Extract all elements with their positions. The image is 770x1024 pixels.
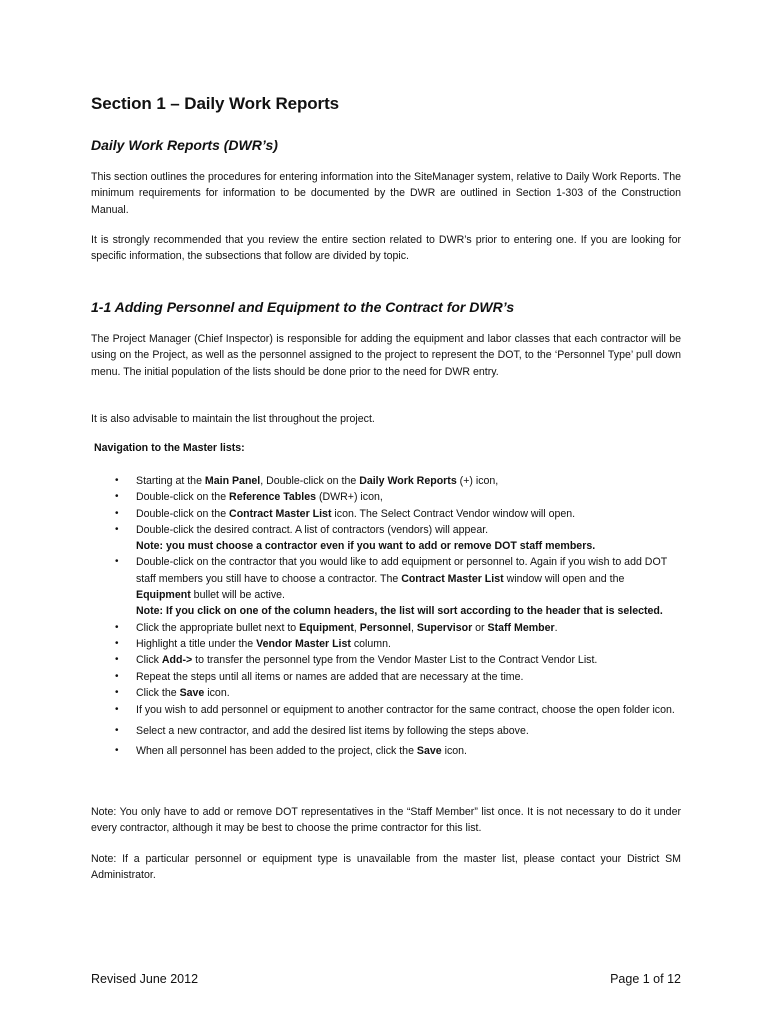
document-page <box>91 0 681 1024</box>
bullet-icon: • <box>115 704 119 716</box>
navigation-heading: Navigation to the Master lists: <box>94 442 245 454</box>
bullet-icon: • <box>115 654 119 666</box>
section-paragraph-2: It is also advisable to maintain the list throughout the project. <box>91 413 375 425</box>
page-title: Section 1 – Daily Work Reports <box>91 94 339 113</box>
list-item: • Highlight a title under the Vendor Master List column. <box>91 636 681 652</box>
footer-revision: Revised June 2012 <box>91 972 199 986</box>
bullet-icon: • <box>115 670 119 682</box>
intro-paragraph-1: This section outlines the procedures for entering information into the SiteManager system, relative to Daily Work Reports. The minimum requirements for information to be documented by the DWR are outlined in Section 1-303 of the Construction Manual. <box>91 171 681 216</box>
bullet-icon: • <box>115 637 119 649</box>
footer-page-number: Page 1 of 12 <box>610 972 681 986</box>
bullet-icon: • <box>115 507 119 519</box>
list-item: • Click the Save icon. <box>91 685 681 701</box>
bullet-icon: • <box>115 523 119 535</box>
bullet-icon: • <box>115 621 119 633</box>
list-item: • Double-click the desired contract. A list of contractors (vendors) will appear. Note: you must choose a contractor even if you want to add or remove DOT staff members. <box>91 522 681 555</box>
note-paragraph-2: Note: If a particular personnel or equipment type is unavailable from the master list, please contact your District SM Administrator. <box>91 853 681 882</box>
page-footer <box>91 972 681 986</box>
steps-list <box>91 473 681 760</box>
note-paragraph-1: Note: You only have to add or remove DOT representatives in the “Staff Member” list once. It is not necessary to do it under every contractor, although it may be best to choose the prime contractor for this list. <box>91 806 681 835</box>
section-heading: 1-1 Adding Personnel and Equipment to the Contract for DWR’s <box>91 299 515 315</box>
list-item: • Click Add-> to transfer the personnel type from the Vendor Master List to the Contract Vendor List. <box>91 652 681 668</box>
bullet-icon: • <box>115 725 119 737</box>
subtitle-heading: Daily Work Reports (DWR’s) <box>91 137 278 153</box>
bullet-icon: • <box>115 491 119 503</box>
list-item: • If you wish to add personnel or equipment to another contractor for the same contract, choose the open folder icon. <box>91 701 681 719</box>
intro-paragraph-2: It is strongly recommended that you review the entire section related to DWR’s prior to entering one. If you are looking for specific information, the subsections that follow are divided by topic. <box>91 234 681 263</box>
bullet-icon: • <box>115 475 119 486</box>
bullet-icon: • <box>115 686 119 698</box>
list-item: • Double-click on the Reference Tables (DWR+) icon, <box>91 489 681 505</box>
list-item: • Select a new contractor, and add the desired list items by following the steps above. <box>91 722 681 740</box>
list-item: • Starting at the Main Panel, Double-click on the Daily Work Reports (+) icon, <box>91 473 681 489</box>
note-text: Note: you must choose a contractor even if you want to add or remove DOT staff members. <box>136 540 596 553</box>
list-item: • Double-click on the contractor that you would like to add equipment or personnel to. Again if you wish to add DOT staff members you still have to choose a contractor. The Contract Master List window will open and the Equipment bullet will be active. Note: If you click on one of the column headers, the list will sort according to the header that is selected. <box>91 554 681 619</box>
list-item: • Repeat the steps until all items or names are added that are necessary at the time. <box>91 669 681 685</box>
list-item: • Click the appropriate bullet next to Equipment, Personnel, Supervisor or Staff Member. <box>91 620 681 636</box>
section-paragraph-1: The Project Manager (Chief Inspector) is responsible for adding the equipment and labor classes that each contractor will be using on the Project, as well as the personnel assigned to the project to represent the DOT, to the ‘Personnel Type’ pull down menu. The initial population of the lists should be done prior to the need for DWR entry. <box>91 333 681 378</box>
bullet-icon: • <box>115 745 119 757</box>
list-item: • Double-click on the Contract Master List icon. The Select Contract Vendor window will open. <box>91 506 681 522</box>
list-item: • When all personnel has been added to the project, click the Save icon. <box>91 742 681 760</box>
note-text: Note: If you click on one of the column headers, the list will sort according to the header that is selected. <box>136 605 663 618</box>
bullet-icon: • <box>115 556 119 568</box>
